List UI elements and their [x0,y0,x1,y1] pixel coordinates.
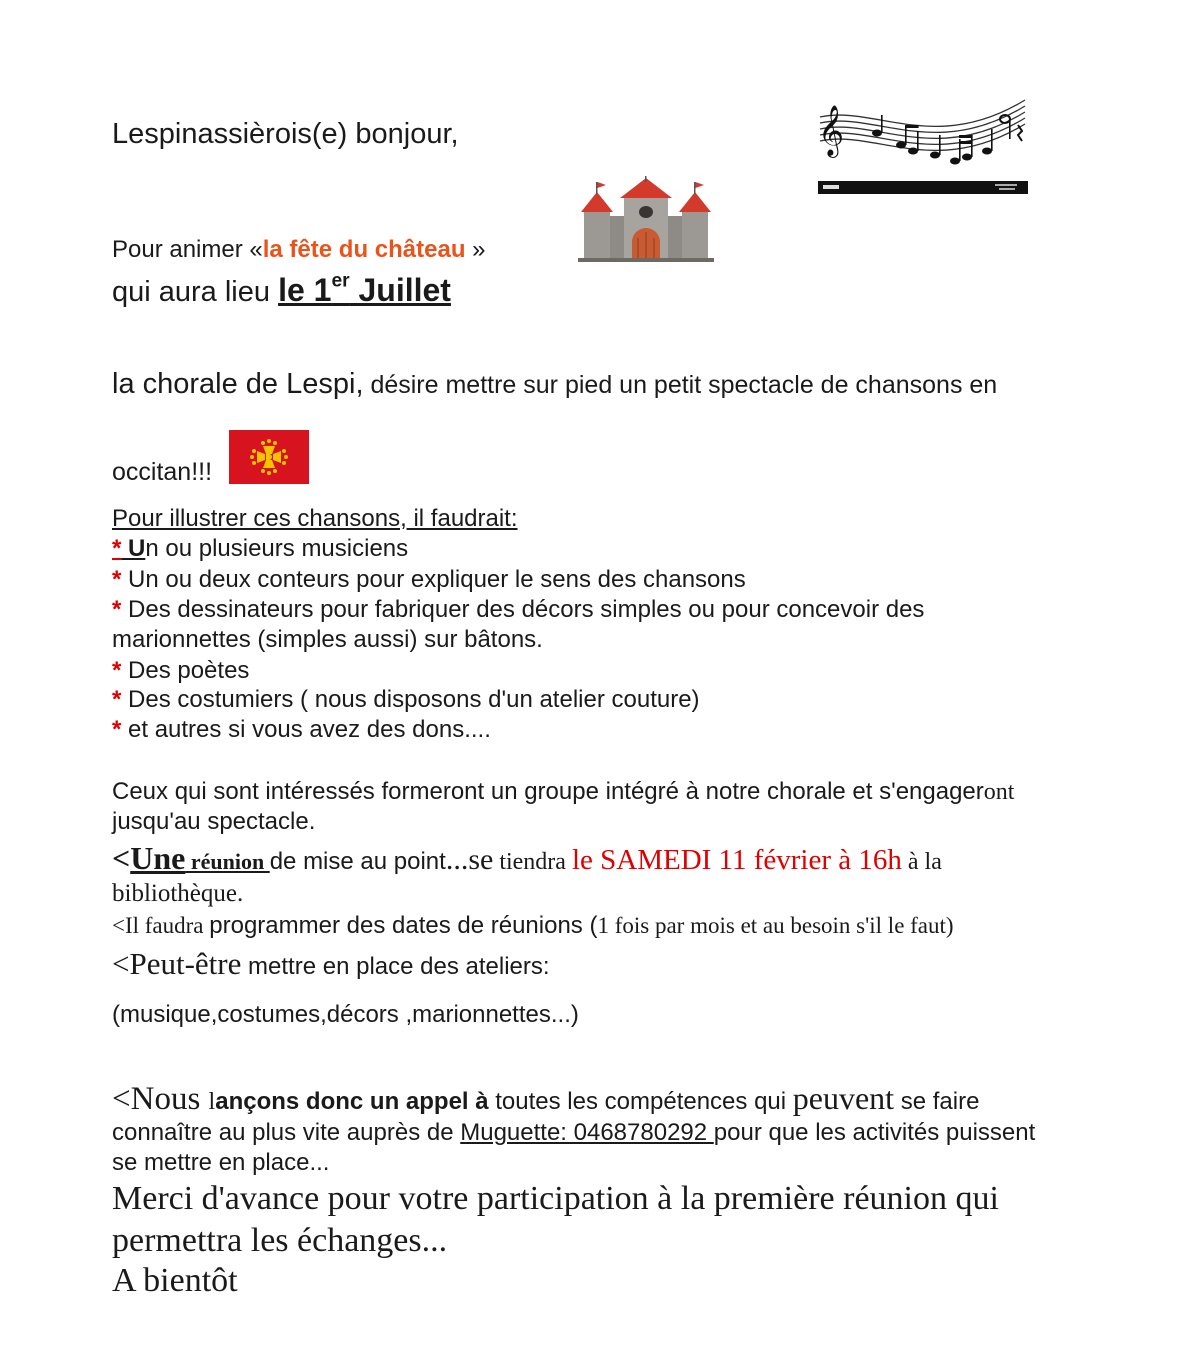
needs-item-3-cont: marionnettes (simples aussi) sur bâtons. [112,626,543,653]
bullet-star: * [112,716,122,743]
date-line [112,272,451,309]
appeal-line2b: pour que les activités puissent [713,1119,1036,1146]
first-rest: n ou plusieurs musiciens [145,535,409,562]
svg-text:𝄞: 𝄞 [818,105,845,156]
appeal-b: l [208,1089,216,1115]
meeting-se: ...se [445,843,494,876]
appeal-line-1 [112,1080,979,1118]
needs-item-6 [112,716,491,744]
group-text-tail: ont [983,779,1015,805]
meeting-place: bibliothèque. [112,880,244,907]
item-text: Des poètes [121,657,250,684]
event-line [112,236,486,264]
choir-name: la chorale de Lespi, [112,368,364,400]
meeting-lt: < [112,840,131,876]
meeting-reunion: réunion [185,849,270,874]
item-text: Un ou deux conteurs pour expliquer le sens des chansons [121,566,746,593]
meeting-date: le SAMEDI 11 février à 16h [571,844,902,876]
program-a: <Il faudra [112,913,210,938]
workshops-list: (musique,costumes,décors ,marionnettes...) [112,1001,579,1028]
occitan-flag-icon [229,430,309,484]
closing-line-3: A bientôt [112,1262,238,1299]
event-date [278,272,451,308]
date-sup: er [331,270,350,292]
group-line-2: jusqu'au spectacle. [112,808,316,835]
meeting-tiendra: tiendra [493,849,572,875]
needs-item-1 [112,535,408,563]
bullet-star: * [112,686,122,713]
intro-text: désire mettre sur pied un petit spectacle de chansons en [363,371,998,399]
needs-item-5 [112,686,700,714]
meeting-line [112,840,942,877]
closing-line-1: Merci d'avance pour votre participation à la première réunion qui [112,1180,999,1217]
bullet-star: * [112,535,122,562]
bullet-star: * [112,657,122,684]
workshops-a: <Peut-être [112,946,242,981]
castle-icon [578,176,714,262]
appeal-line-3: se mettre en place... [112,1149,330,1176]
group-text: Ceux qui sont intéressés formeront un groupe intégré à notre chorale et s'engager [112,778,984,805]
music-notes-icon [815,95,1030,197]
event-name: la fête du château [262,236,466,263]
item-text: Des costumiers ( nous disposons d'un atelier couture) [121,686,700,713]
item-text: Des dessinateurs pour fabriquer des décors simples ou pour concevoir des [121,596,925,623]
item-text: et autres si vous avez des dons.... [121,716,491,743]
meeting-une: Une [130,840,186,876]
needs-heading: Pour illustrer ces chansons, il faudrait: [112,505,518,532]
workshops-b: mettre en place des ateliers: [241,953,550,980]
needs-item-4 [112,657,249,685]
contact-phone: Muguette: 0468780292 [460,1119,714,1146]
greeting: Lespinassièrois(e) bonjour, [112,118,459,150]
appeal-line2a: connaître au plus vite auprès de [112,1119,461,1146]
workshops-line [112,946,550,982]
appeal-d: toutes les compétences qui [488,1088,793,1115]
bullet-star: * [112,566,122,593]
appeal-c: ançons donc un appel à [215,1088,489,1115]
group-line-1 [112,778,1014,806]
date-prefix: qui aura lieu [112,276,279,308]
program-b: programmer des dates de réunions ( [209,912,598,939]
first-u: U [121,535,146,562]
date-le: le 1 [278,272,332,308]
date-month: Juillet [349,272,451,308]
program-c: 1 fois par mois et au besoin s'il le faut) [597,913,954,938]
program-line [112,912,954,940]
appeal-a: <Nous [112,1081,209,1117]
appeal-line-2 [112,1119,1035,1147]
closing-line-2: permettra les échanges... [112,1222,448,1259]
appeal-f: se faire [894,1088,980,1115]
event-prefix: Pour animer « [112,236,263,263]
intro-line-2: occitan!!! [112,458,213,486]
meeting-a-la: à la [901,849,942,875]
needs-item-3 [112,596,924,624]
intro-line [112,368,997,401]
bullet-star: * [112,596,122,623]
event-suffix: » [465,236,486,263]
appeal-e: peuvent [792,1080,895,1116]
meeting-mise: de mise au point [269,848,446,875]
needs-item-2 [112,566,746,594]
